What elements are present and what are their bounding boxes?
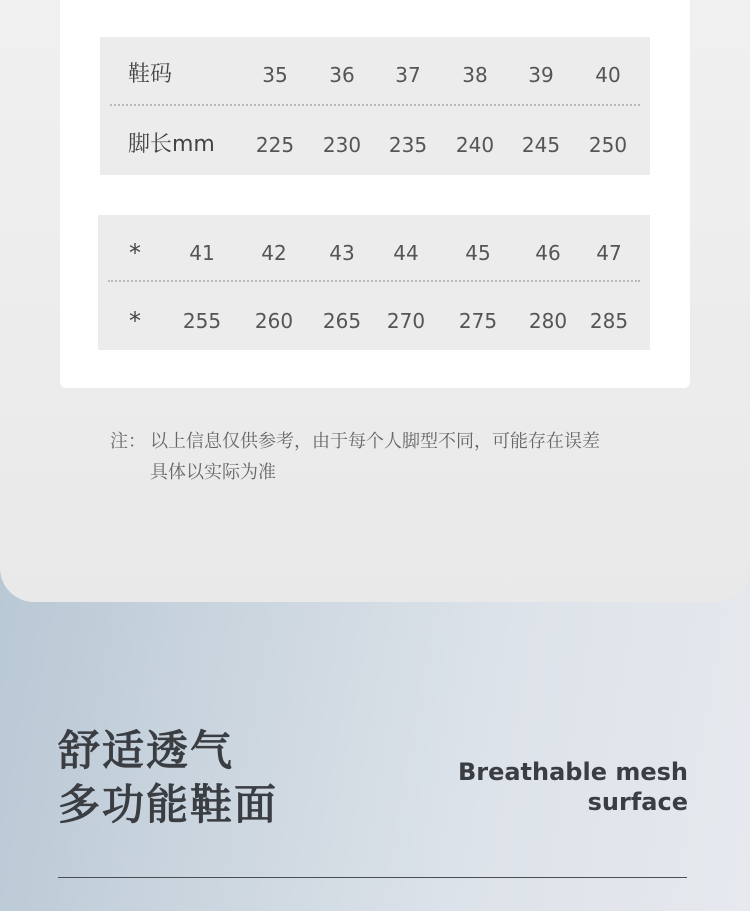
- size-table-large: [98, 215, 650, 350]
- section-divider-line: [58, 877, 687, 878]
- table-row-size: [98, 215, 650, 283]
- table-cell: 260: [254, 309, 294, 333]
- table-cell: 235: [388, 133, 428, 157]
- table-cell: 275: [458, 309, 498, 333]
- table-cell: 240: [455, 133, 495, 157]
- table-cell: 38: [462, 63, 488, 87]
- feature-english-line-1: Breathable mesh: [457, 758, 688, 786]
- table-cell: 39: [528, 63, 554, 87]
- table-cell: 40: [595, 63, 621, 87]
- row-label-shoe-size: 鞋码: [128, 62, 173, 87]
- table-cell: 245: [521, 133, 561, 157]
- size-chart-card: [60, 0, 690, 388]
- feature-title-line-2: 多功能鞋面: [58, 780, 279, 829]
- row-label-foot-length: 脚长mm: [128, 132, 215, 157]
- table-cell: 230: [322, 133, 362, 157]
- table-cell: 36: [329, 63, 355, 87]
- table-cell: 265: [322, 309, 362, 333]
- row-label-asterisk: *: [129, 239, 141, 267]
- table-cell: 285: [589, 309, 629, 333]
- table-cell: 41: [189, 241, 215, 265]
- note-line-1: 以上信息仅供参考，由于每个人脚型不同，可能存在误差: [150, 431, 600, 452]
- table-cell: 270: [386, 309, 426, 333]
- dotted-divider: [108, 280, 640, 282]
- table-cell: 47: [596, 241, 622, 265]
- table-cell: 46: [535, 241, 561, 265]
- table-row-length: [98, 283, 650, 351]
- table-row-length: [100, 107, 650, 175]
- table-cell: 44: [393, 241, 419, 265]
- note-line-2: 具体以实际为准: [150, 462, 276, 483]
- table-cell: 225: [255, 133, 295, 157]
- table-cell: 42: [261, 241, 287, 265]
- feature-english-line-2: surface: [587, 788, 688, 816]
- table-cell: 37: [395, 63, 421, 87]
- dotted-divider: [110, 104, 640, 106]
- table-cell: 280: [528, 309, 568, 333]
- table-cell: 35: [262, 63, 288, 87]
- table-cell: 45: [465, 241, 491, 265]
- row-label-asterisk: *: [129, 307, 141, 335]
- table-row-size: [100, 37, 650, 105]
- table-cell: 250: [588, 133, 628, 157]
- table-cell: 255: [182, 309, 222, 333]
- table-cell: 43: [329, 241, 355, 265]
- note-prefix: 注：: [110, 431, 146, 452]
- size-table-small: [100, 37, 650, 175]
- feature-title-line-1: 舒适透气: [58, 726, 235, 775]
